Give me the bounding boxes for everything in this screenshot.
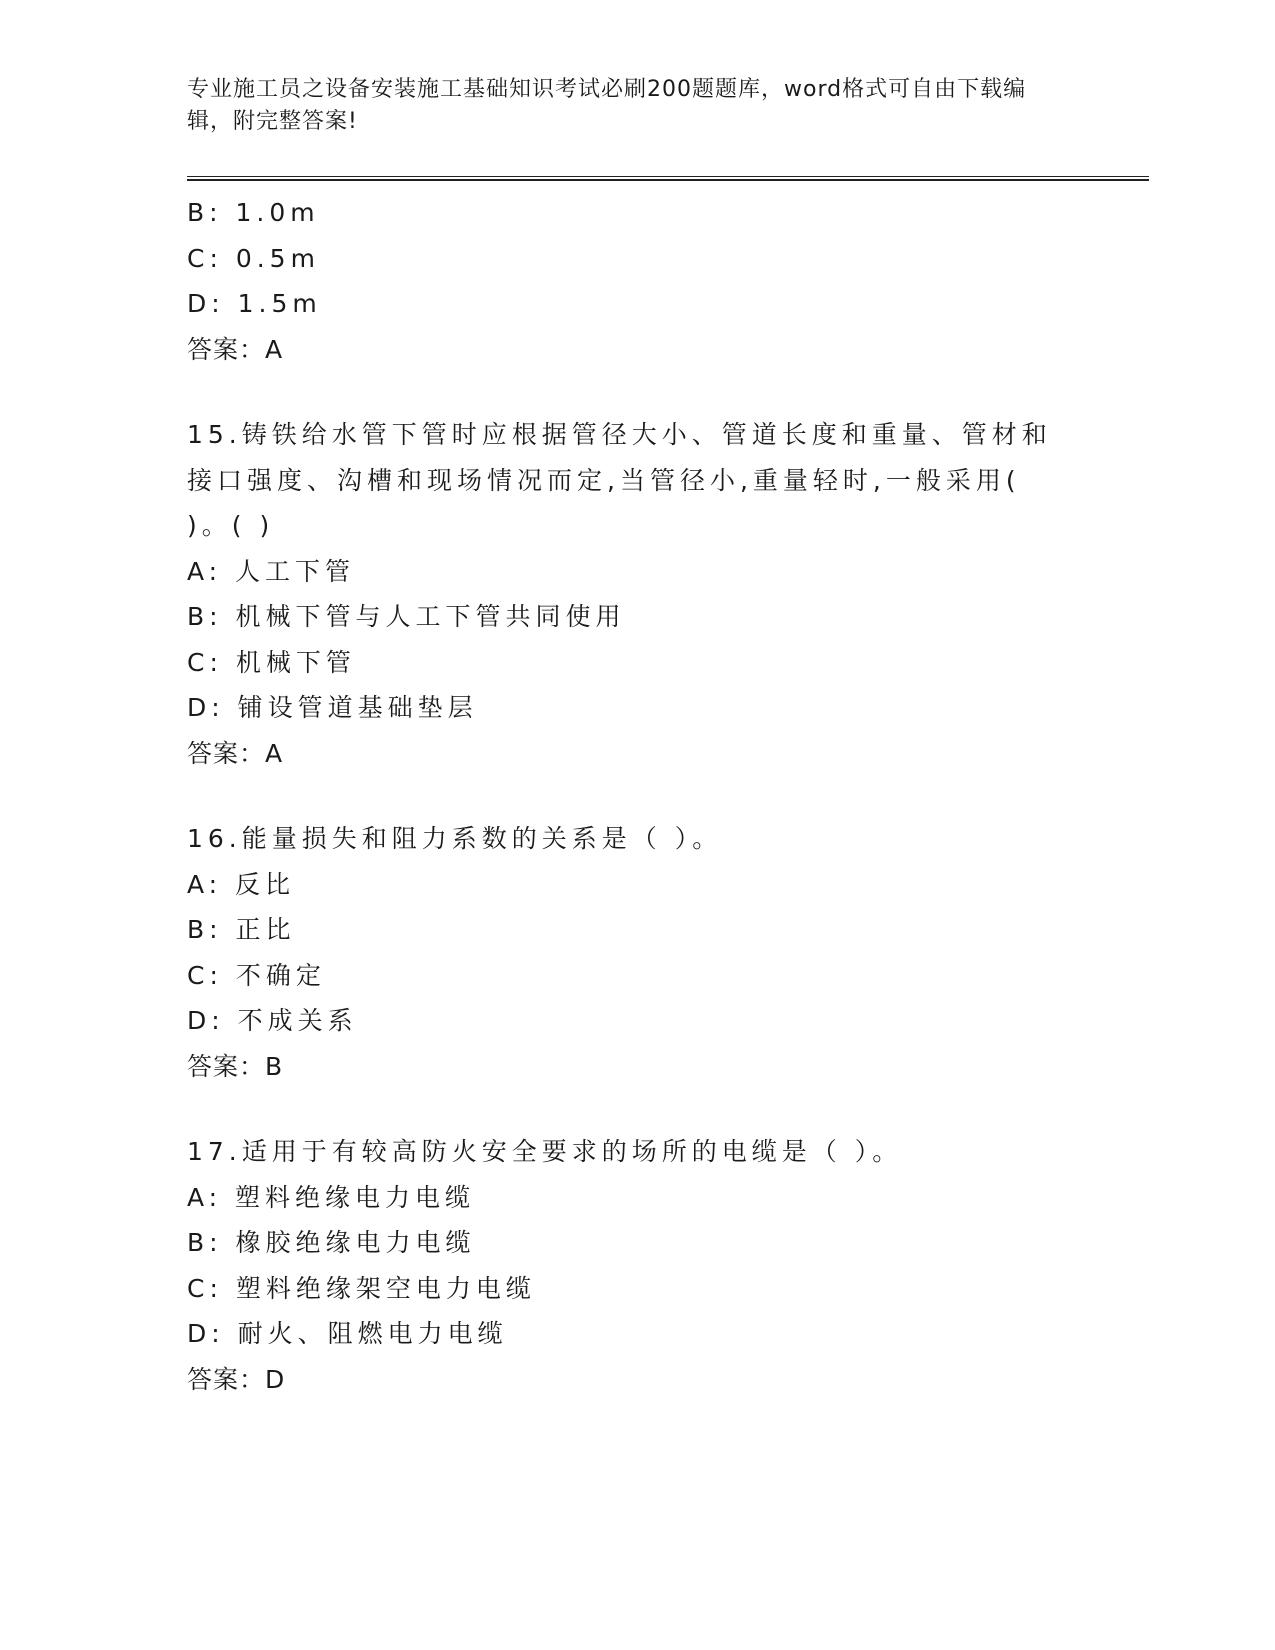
option-c: C: 机械下管	[187, 647, 356, 677]
spacer	[187, 776, 1087, 816]
answer-line: 答案：A	[187, 738, 284, 768]
answer-line: 答案：B	[187, 1051, 284, 1081]
option-a: A: 人工下管	[187, 556, 356, 586]
page-header-title: 专业施工员之设备安装施工基础知识考试必刷200题题库，word格式可自由下载编辑，附完整答案!	[187, 77, 1027, 134]
option-d: D: 铺设管道基础垫层	[187, 693, 478, 722]
option-c: C: 0.5m	[187, 243, 320, 273]
answer-line: 答案：D	[187, 1364, 286, 1394]
option-c: C: 不确定	[187, 960, 326, 990]
option-b: B: 1.0m	[187, 198, 320, 227]
option-d: D: 1.5m	[187, 289, 322, 318]
question-text: 17.适用于有较高防火安全要求的场所的电缆是（ ）。	[187, 1137, 903, 1166]
option-d: D: 耐火、阻燃电力电缆	[187, 1319, 508, 1348]
option-d: D: 不成关系	[187, 1006, 358, 1035]
spacer	[187, 372, 1087, 412]
answer-line: 答案：A	[187, 334, 284, 364]
question-17	[187, 1129, 1087, 1402]
question-text: 15.铸铁给水管下管时应根据管径大小、管道长度和重量、管材和接口强度、沟槽和现场情况而定,当管径小,重量轻时,一般采用( )。( )	[187, 420, 1052, 540]
question-content	[187, 190, 1087, 1402]
option-b: B: 正比	[187, 915, 296, 944]
option-a: A: 塑料绝缘电力电缆	[187, 1182, 476, 1212]
option-b: B: 机械下管与人工下管共同使用	[187, 602, 626, 631]
header-divider	[187, 176, 1149, 181]
spacer	[187, 1089, 1087, 1129]
question-15	[187, 412, 1087, 776]
question-text: 16.能量损失和阻力系数的关系是（ ）。	[187, 824, 723, 853]
option-c: C: 塑料绝缘架空电力电缆	[187, 1273, 536, 1303]
carryover-block	[187, 190, 1087, 372]
option-a: A: 反比	[187, 869, 296, 899]
option-b: B: 橡胶绝缘电力电缆	[187, 1228, 476, 1257]
question-16	[187, 816, 1087, 1089]
